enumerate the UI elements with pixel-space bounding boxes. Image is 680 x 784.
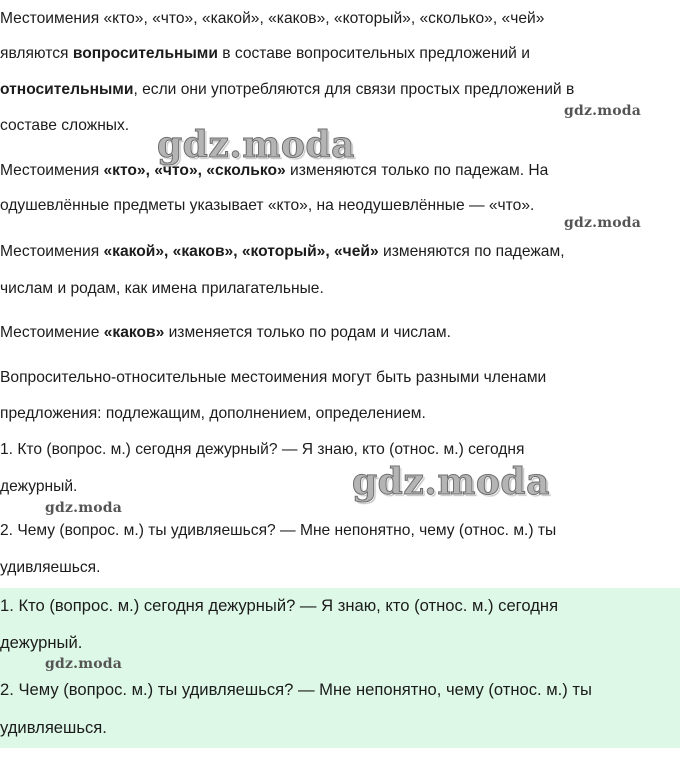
example1-line2: дежурный. [0, 478, 78, 495]
watermark-logo: gdz.moda [157, 124, 355, 166]
watermark-logo: gdz.moda [45, 656, 123, 672]
theory-p1-line2 [0, 45, 530, 63]
watermark-logo: gdz.moda [564, 215, 642, 231]
watermark-logo: gdz.moda [45, 500, 123, 516]
bold-pronouns: «кто», «что», «сколько» [103, 162, 286, 179]
example2-line2: удивляешься. [0, 559, 101, 576]
bold-pronouns: «какой», «каков», «который», «чей» [103, 243, 379, 260]
theory-p3-line1 [0, 243, 565, 261]
watermark-logo: gdz.moda [564, 103, 642, 119]
bold-term-interrogative: вопросительными [72, 45, 218, 62]
text-fragment: в составе вопросительных предложений и [217, 45, 530, 62]
watermark-logo: gdz.moda [352, 461, 550, 503]
theory-p3-line2: числам и родам, как имена прилагательные. [0, 280, 324, 297]
answer1-line1: 1. Кто (вопрос. м.) сегодня дежурный? — Я знаю, кто (относ. м.) сегодня [0, 596, 559, 615]
text-fragment: Местоимения [0, 243, 104, 260]
theory-p1-line3 [0, 81, 574, 99]
text-fragment: изменяется только по родам и числам. [164, 324, 451, 341]
theory-p4-line1 [0, 324, 451, 342]
answer1-line2: дежурный. [0, 633, 83, 652]
text-fragment: Местоимения [0, 162, 104, 179]
text-fragment: изменяются только по падежам. На [285, 162, 549, 179]
example1-line1: 1. Кто (вопрос. м.) сегодня дежурный? — Я знаю, кто (относ. м.) сегодня [0, 441, 525, 458]
bold-pronoun: «каков» [103, 324, 165, 341]
text-fragment: являются [0, 45, 73, 62]
text-fragment: изменяются по падежам, [378, 243, 565, 260]
theory-p1-line4: составе сложных. [0, 117, 130, 134]
theory-p1-line1: Местоимения «кто», «что», «какой», «каков», «который», «сколько», «чей» [0, 10, 545, 27]
theory-p5-line2: предложения: подлежащим, дополнением, определением. [0, 405, 426, 422]
theory-p5-line1: Вопросительно-относительные местоимения могут быть разными членами [0, 369, 547, 386]
text-fragment: , если они употребляются для связи простых предложений в [133, 81, 575, 98]
example2-line1: 2. Чему (вопрос. м.) ты удивляешься? — Мне непонятно, чему (относ. м.) ты [0, 522, 557, 539]
theory-p2-line2: одушевлённые предметы указывает «кто», на неодушевлённые — «что». [0, 197, 535, 214]
text-fragment: Местоимение [0, 324, 104, 341]
bold-term-relative: относительными [0, 81, 134, 98]
answer2-line2: удивляешься. [0, 718, 107, 737]
answer2-line1: 2. Чему (вопрос. м.) ты удивляешься? — Мне непонятно, чему (относ. м.) ты [0, 680, 592, 699]
